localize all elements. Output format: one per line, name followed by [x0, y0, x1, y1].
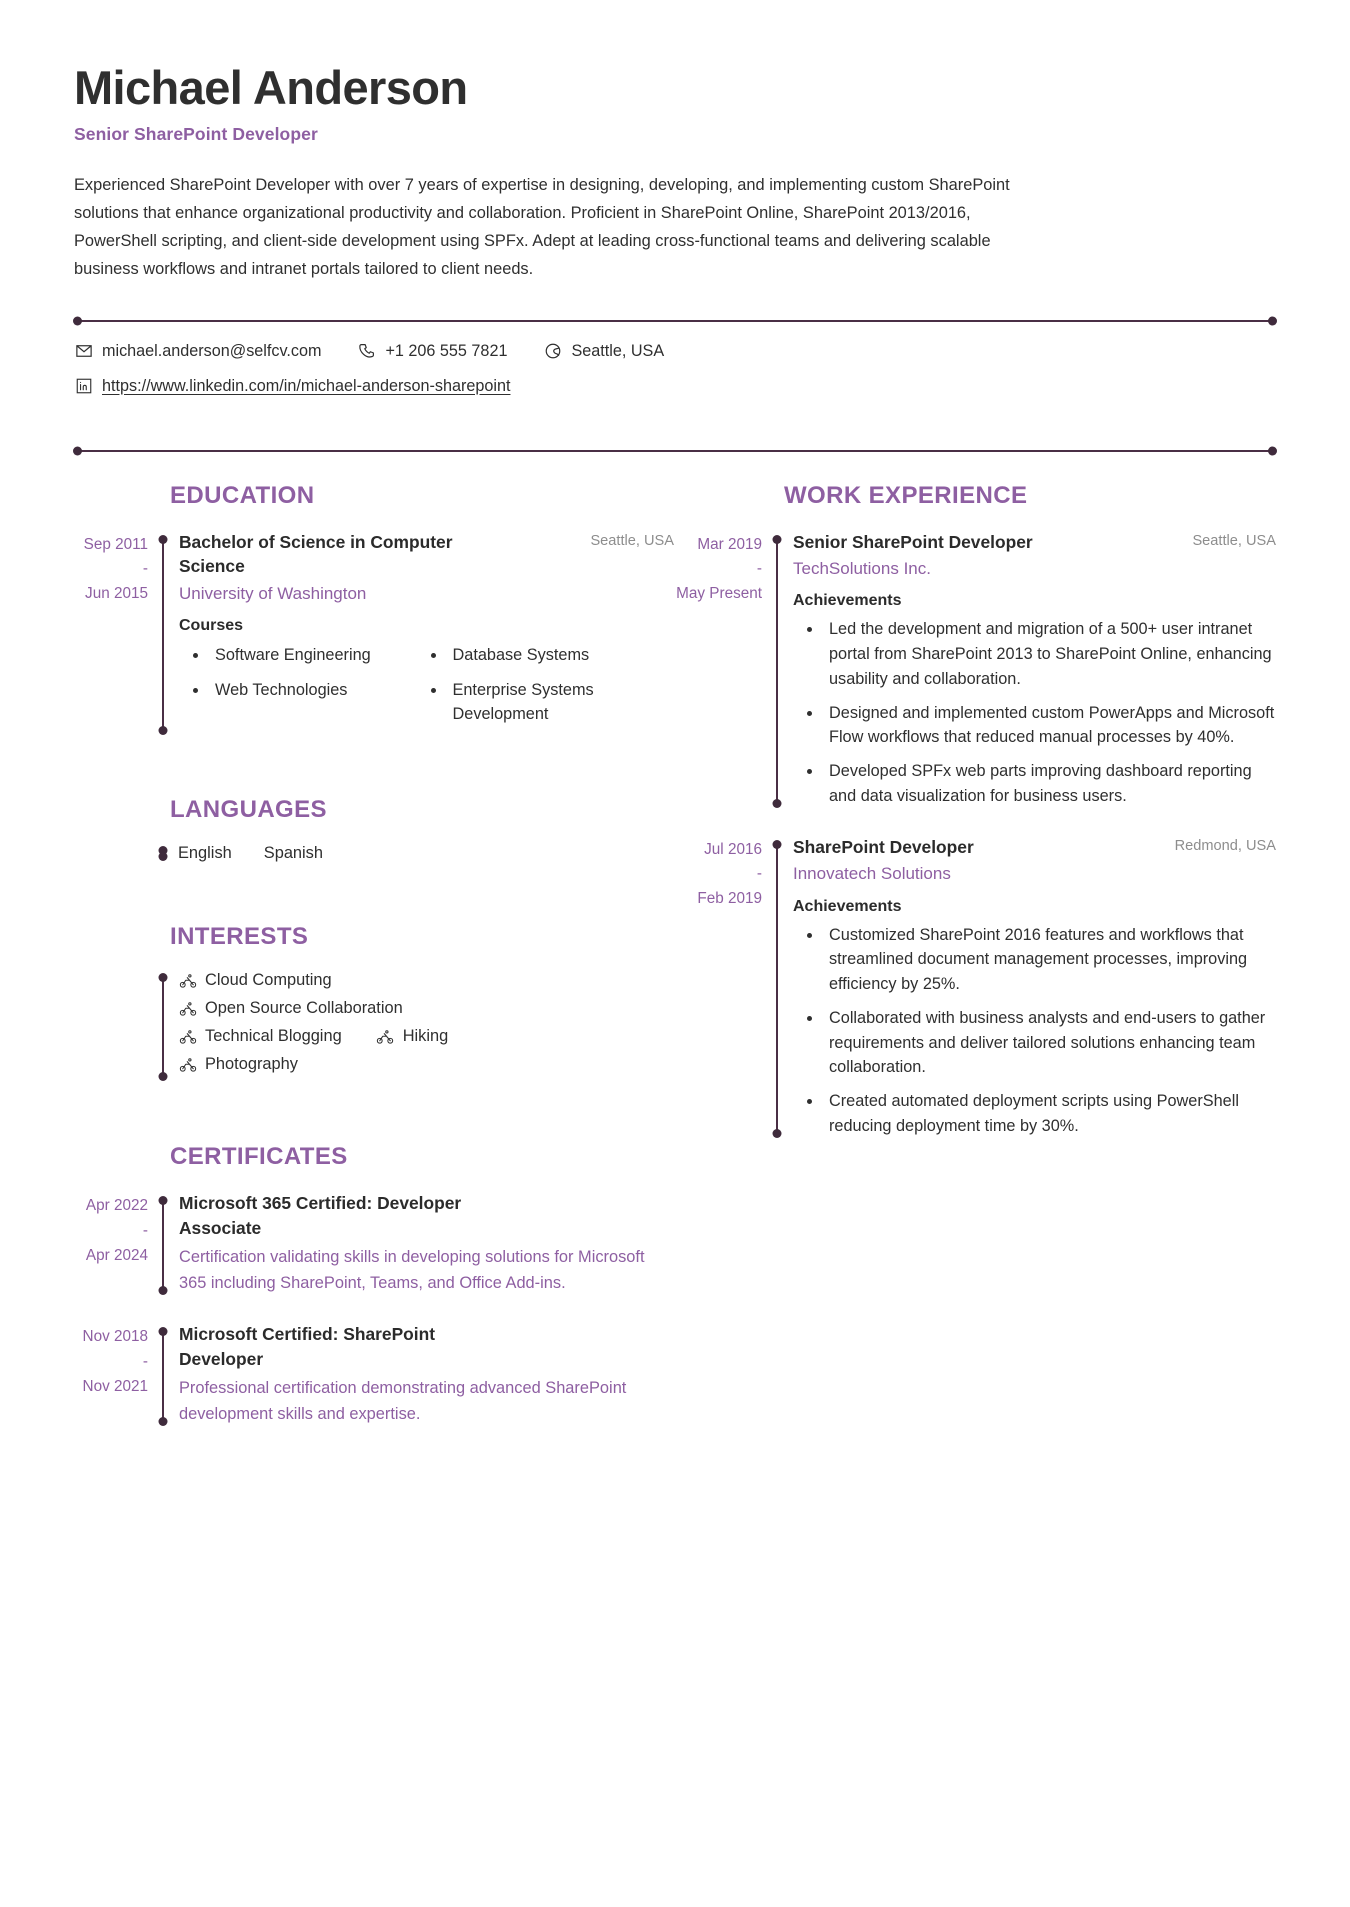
- interest-row: [178, 971, 674, 990]
- language-item: English: [178, 844, 232, 863]
- interest-item: [376, 1027, 449, 1046]
- interest-label: Photography: [205, 1055, 298, 1074]
- resume-body: [74, 482, 1276, 1454]
- interest-item: [178, 1027, 342, 1046]
- section-work-experience: [674, 482, 1276, 1139]
- phone-icon: [357, 342, 376, 361]
- work-date: [674, 835, 776, 1139]
- section-title-education: EDUCATION: [170, 481, 315, 509]
- section-title-languages: LANGUAGES: [170, 796, 327, 824]
- interest-row: [178, 1027, 674, 1046]
- certificate-entry: [74, 1322, 674, 1427]
- section-education: [74, 482, 674, 737]
- interest-item: [178, 1055, 298, 1074]
- certificate-date: [74, 1322, 162, 1427]
- work-achievements-list: [793, 923, 1276, 1139]
- languages-entry: [74, 844, 674, 863]
- contact-phone-text: +1 206 555 7821: [385, 341, 508, 360]
- section-title-work-experience: WORK EXPERIENCE: [784, 481, 1028, 509]
- work-body: [778, 835, 1276, 1139]
- certificate-title: Microsoft 365 Certified: Developer Associate: [179, 1193, 462, 1239]
- spacer: [74, 1109, 674, 1143]
- work-head: [793, 530, 1276, 555]
- course-item: • Software Engineering: [209, 643, 437, 667]
- languages-body: [164, 844, 674, 863]
- certificate-description: Certification validating skills in developing solutions for Microsoft 365 including SharePoint, Teams, and Office Add-ins.: [179, 1247, 645, 1293]
- work-body: [778, 530, 1276, 809]
- section-languages: [74, 796, 674, 863]
- header-divider-top: [74, 320, 1276, 322]
- certificate-date-end: Nov 2021: [82, 1377, 148, 1395]
- achievement-item: • Developed SPFx web parts improving dashboard reporting and data visualization for business users.: [823, 759, 1276, 809]
- work-date-start: Mar 2019: [697, 535, 762, 553]
- certificate-timeline-rail: [162, 1199, 164, 1292]
- work-entry: [674, 530, 1276, 809]
- certificate-date-dash: -: [142, 1222, 148, 1240]
- education-courses-list: [179, 643, 674, 736]
- work-job-title: SharePoint Developer: [793, 836, 974, 857]
- work-head: [793, 835, 1276, 860]
- section-title-certificates: CERTIFICATES: [170, 1143, 348, 1171]
- professional-summary: Experienced SharePoint Developer with over 7 years of expertise in designing, developing, and implementing custom SharePoint solutions that enhance organizational productivity and collaboration. Proficient in SharePoint Online, SharePoint 2013/2016, PowerShell scripting, and client-side development using SPFx. Adept at leading cross-functional teams and delivering scalable business workflows and intranet portals tailored to client needs.: [74, 175, 1010, 279]
- education-location: Seattle, USA: [590, 532, 674, 549]
- certificate-date-dash: -: [142, 1353, 148, 1371]
- education-date-start: Sep 2011: [83, 535, 148, 553]
- education-degree: Bachelor of Science in Computer Science: [179, 531, 453, 577]
- work-entry: [674, 835, 1276, 1139]
- education-head: [179, 530, 674, 579]
- education-date-dash: -: [142, 560, 148, 578]
- work-job-title: Senior SharePoint Developer: [793, 531, 1033, 552]
- certificate-title: Microsoft Certified: SharePoint Developer: [179, 1324, 436, 1369]
- cycling-icon: [178, 1027, 197, 1046]
- education-date: [74, 530, 162, 737]
- education-courses-label: Courses: [179, 617, 244, 635]
- interest-row: [178, 999, 674, 1018]
- education-timeline-rail: [162, 538, 164, 733]
- work-date-dash: -: [756, 560, 762, 578]
- interests-entry: [74, 971, 674, 1083]
- language-item: Spanish: [263, 844, 323, 863]
- certificate-entry: [74, 1191, 674, 1296]
- interest-row: [178, 1055, 674, 1074]
- work-timeline-rail: [776, 538, 778, 805]
- interest-label: Technical Blogging: [205, 1027, 342, 1046]
- certificate-description: Professional certification demonstrating advanced SharePoint development skills and expertise.: [179, 1378, 627, 1423]
- spacer: [74, 889, 674, 923]
- cycling-icon: [376, 1027, 395, 1046]
- cycling-icon: [178, 1055, 197, 1074]
- certificate-date-start: Nov 2018: [82, 1328, 148, 1346]
- certificate-date: [74, 1191, 162, 1296]
- contact-block: [74, 322, 1276, 414]
- work-achievements-label: Achievements: [793, 592, 902, 610]
- achievement-item: • Collaborated with business analysts and end-users to gather requirements and deliver tailored solutions enhancing team collaboration.: [823, 1006, 1276, 1080]
- work-date-end: Feb 2019: [697, 890, 762, 908]
- interests-body: [164, 971, 674, 1083]
- spacer: [74, 762, 674, 796]
- section-certificates: [74, 1143, 674, 1427]
- education-body: [164, 530, 674, 737]
- certificate-body: [164, 1191, 674, 1296]
- course-item: • Enterprise Systems Development: [447, 678, 675, 727]
- right-column: [674, 482, 1276, 1165]
- certificate-date-start: Apr 2022: [85, 1197, 148, 1215]
- cycling-icon: [178, 999, 197, 1018]
- header-divider-bottom: [74, 450, 1276, 452]
- achievement-item: • Customized SharePoint 2016 features and workflows that streamlined document management processes, improving efficiency by 25%.: [823, 923, 1276, 997]
- work-date-start: Jul 2016: [704, 840, 762, 858]
- achievement-item: • Created automated deployment scripts using PowerShell reducing deployment time by 30%.: [823, 1089, 1276, 1139]
- education-school: University of Washington: [179, 583, 367, 603]
- linkedin-icon: [74, 377, 93, 396]
- contact-linkedin-text[interactable]: https://www.linkedin.com/in/michael-anderson-sharepoint: [102, 376, 511, 395]
- left-column: [74, 482, 674, 1454]
- work-timeline-rail: [776, 843, 778, 1135]
- languages-timeline-rail: [162, 849, 164, 858]
- education-date-end: Jun 2015: [85, 585, 148, 603]
- interest-label: Hiking: [402, 1027, 449, 1046]
- contact-row-primary: [74, 342, 1276, 361]
- work-location: Seattle, USA: [1192, 532, 1276, 549]
- work-location: Redmond, USA: [1174, 837, 1276, 854]
- certificate-timeline-rail: [162, 1330, 164, 1423]
- interest-label: Open Source Collaboration: [205, 999, 403, 1018]
- interest-item: [178, 999, 403, 1018]
- work-date-dash: -: [756, 865, 762, 883]
- work-date-end: May Present: [676, 585, 762, 603]
- globe-icon: [543, 342, 562, 361]
- interest-item: [178, 971, 332, 990]
- candidate-name: Michael Anderson: [74, 61, 468, 114]
- section-title-interests: INTERESTS: [170, 923, 309, 951]
- interests-list: [178, 971, 674, 1074]
- certificate-body: [164, 1322, 674, 1427]
- contact-phone[interactable]: [357, 342, 507, 361]
- contact-location: [543, 342, 664, 361]
- certificate-date-end: Apr 2024: [85, 1246, 148, 1264]
- resume-header: [74, 62, 1276, 284]
- course-item: • Web Technologies: [209, 678, 437, 727]
- work-date: [674, 530, 776, 809]
- achievement-item: • Led the development and migration of a 500+ user intranet portal from SharePoint 2013 to SharePoint Online, enhancing usability and collaboration.: [823, 617, 1276, 691]
- interest-label: Cloud Computing: [205, 971, 332, 990]
- contact-linkedin[interactable]: [74, 377, 510, 396]
- cycling-icon: [178, 971, 197, 990]
- work-company: Innovatech Solutions: [793, 864, 951, 884]
- education-entry: [74, 530, 674, 737]
- languages-list: [178, 844, 674, 863]
- work-company: TechSolutions Inc.: [793, 559, 931, 579]
- contact-email-text: michael.anderson@selfcv.com: [102, 341, 322, 360]
- section-interests: [74, 923, 674, 1083]
- contact-email[interactable]: [74, 342, 321, 361]
- contact-row-secondary: [74, 377, 1276, 396]
- contact-location-text: Seattle, USA: [571, 341, 665, 360]
- candidate-job-title: Senior SharePoint Developer: [74, 123, 318, 144]
- work-achievements-label: Achievements: [793, 897, 902, 915]
- interests-timeline-rail: [162, 976, 164, 1078]
- envelope-icon: [74, 342, 93, 361]
- course-item: • Database Systems: [447, 643, 675, 667]
- achievement-item: • Designed and implemented custom PowerApps and Microsoft Flow workflows that reduced manual processes by 40%.: [823, 701, 1276, 751]
- work-achievements-list: [793, 617, 1276, 808]
